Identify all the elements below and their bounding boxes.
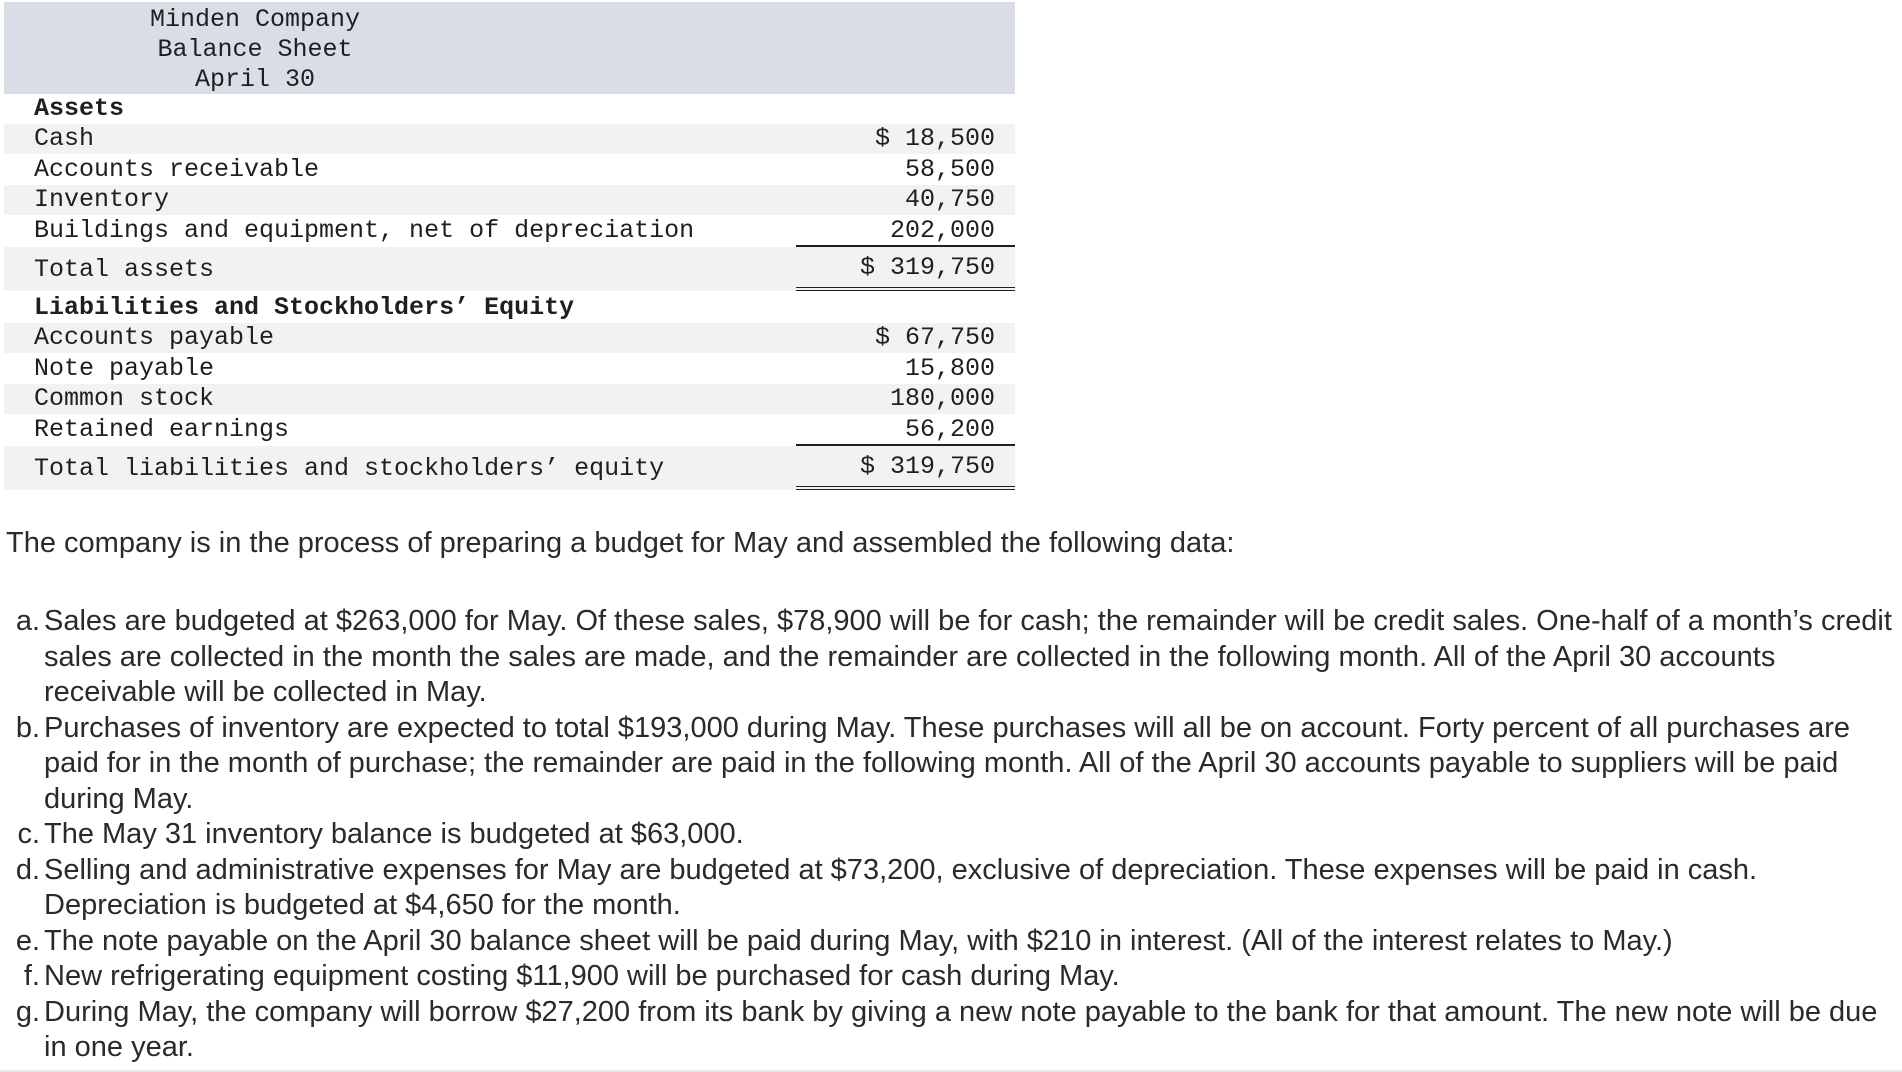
assets-heading-row — [4, 94, 1015, 124]
row-label: Accounts payable — [34, 323, 275, 352]
row-value: $ 18,500 — [874, 124, 995, 153]
item-letter: d. — [15, 853, 40, 886]
double-rule-bottom — [796, 290, 1015, 291]
intro-text: The company is in the process of preparing a budget for May and assembled the following data: — [6, 527, 1235, 559]
total-assets-label: Total assets — [34, 255, 215, 284]
table-row — [4, 415, 1015, 445]
list-item — [0, 711, 1902, 818]
list-item — [0, 604, 1902, 711]
row-value: 58,500 — [904, 155, 995, 184]
row-label: Cash — [34, 124, 95, 153]
double-rule-top — [796, 486, 1015, 487]
item-letter: g. — [15, 995, 40, 1028]
item-text: The May 31 inventory balance is budgeted at $63,000. — [44, 818, 744, 850]
total-assets-value: $ 319,750 — [859, 253, 995, 282]
total-liabilities-label: Total liabilities and stockholders’ equity — [34, 454, 665, 483]
table-row — [4, 155, 1015, 185]
data-list — [0, 604, 1902, 1066]
row-label: Accounts receivable — [34, 155, 320, 184]
double-rule-top — [796, 287, 1015, 288]
row-value: 40,750 — [904, 185, 995, 214]
row-label: Inventory — [34, 185, 170, 214]
company-name: Minden Company — [149, 5, 361, 34]
total-assets-row — [4, 247, 1015, 291]
item-letter: a. — [15, 605, 40, 637]
row-label: Note payable — [34, 354, 215, 383]
table-row — [4, 354, 1015, 384]
item-letter: c. — [17, 818, 40, 850]
liabilities-heading: Liabilities and Stockholders’ Equity — [34, 293, 575, 322]
statement-title: Balance Sheet — [157, 35, 353, 64]
assets-heading: Assets — [34, 94, 125, 123]
table-row — [4, 384, 1015, 414]
double-rule-bottom — [796, 489, 1015, 490]
total-liabilities-row — [4, 446, 1015, 490]
row-label: Buildings and equipment, net of depreciation — [34, 216, 695, 245]
row-label: Retained earnings — [34, 415, 290, 444]
item-text: New refrigerating equipment costing $11,900 will be purchased for cash during May. — [44, 960, 1120, 992]
list-item — [0, 959, 1902, 995]
statement-date: April 30 — [194, 65, 316, 94]
list-item — [0, 995, 1902, 1066]
total-liabilities-value: $ 319,750 — [859, 452, 995, 481]
row-value: 56,200 — [904, 415, 995, 444]
row-value: 180,000 — [889, 384, 995, 413]
balance-sheet-table — [4, 2, 1015, 483]
table-row — [4, 185, 1015, 215]
item-text: Sales are budgeted at $263,000 for May. Of these sales, $78,900 will be for cash; the remainder will be credit sales. One-half of a month’s credit sales are collected in the month the sales are made, and the remainder are collected in the following month. All of the April 30 accounts receivable will be collected in May. — [44, 605, 1892, 708]
row-value: 15,800 — [904, 354, 995, 383]
table-row — [4, 323, 1015, 353]
item-text: Selling and administrative expenses for May are budgeted at $73,200, exclusive of depreciation. These expenses will be paid in cash. Depreciation is budgeted at $4,650 for the month. — [44, 853, 1758, 921]
item-text: Purchases of inventory are expected to total $193,000 during May. These purchases will all be on account. Forty percent of all purchases are paid for in the month of purchase; the remainder are paid in the following month. All of the April 30 accounts payable to suppliers will be paid during May. — [44, 711, 1851, 815]
row-label: Common stock — [34, 384, 215, 413]
table-row — [4, 216, 1015, 246]
list-item — [0, 924, 1902, 960]
item-letter: f. — [23, 960, 40, 992]
item-letter: e. — [15, 924, 40, 957]
row-value: 202,000 — [889, 216, 995, 245]
list-item — [0, 853, 1902, 924]
item-text: The note payable on the April 30 balance sheet will be paid during May, with $210 in interest. (All of the interest relates to May.) — [44, 924, 1673, 957]
item-letter: b. — [15, 711, 40, 744]
table-row — [4, 124, 1015, 154]
liabilities-heading-row — [4, 293, 1015, 323]
list-item — [0, 817, 1902, 853]
balance-sheet-header — [4, 2, 1015, 94]
item-text: During May, the company will borrow $27,200 from its bank by giving a new note payable to the bank for that amount. The new note will be due in one year. — [44, 995, 1878, 1063]
row-value: $ 67,750 — [874, 323, 995, 352]
